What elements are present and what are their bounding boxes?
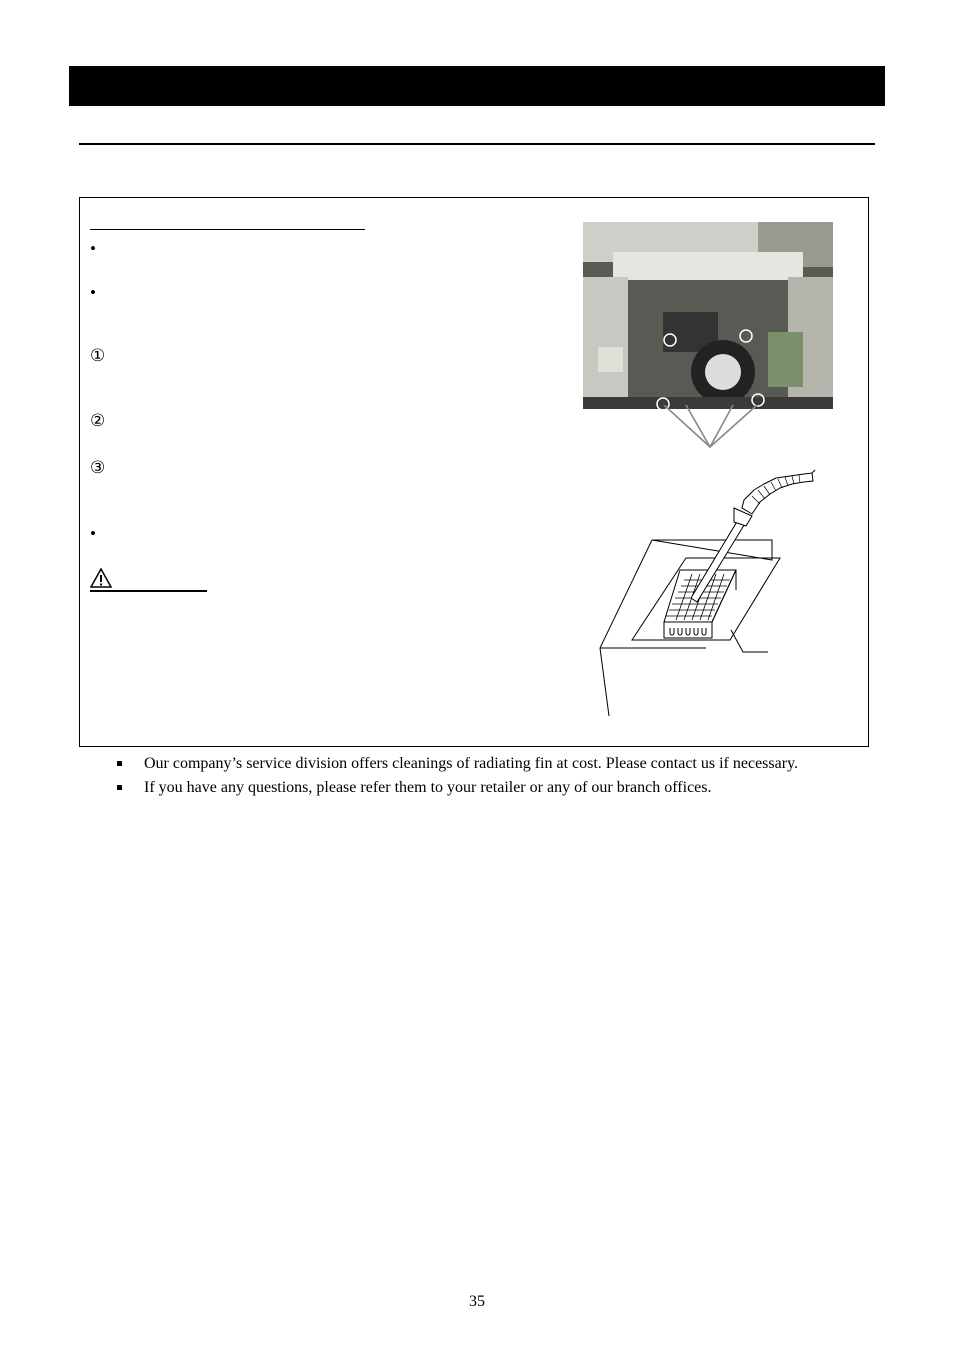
note-item xyxy=(112,754,874,774)
note-text: If you have any questions, please refer them to your retailer or any of our branch offices. xyxy=(144,779,712,796)
notes-list xyxy=(112,754,874,802)
bullet-3: • xyxy=(90,524,96,543)
square-bullet-icon xyxy=(117,785,122,790)
section-rule xyxy=(79,143,875,145)
page-number: 35 xyxy=(469,1293,485,1310)
bullet-1: • xyxy=(90,239,96,258)
radiating-fin-cleaning-diagram xyxy=(596,405,826,720)
subheading-underline xyxy=(90,229,365,230)
note-text: Our company’s service division offers cleanings of radiating fin at cost. Please contact us if necessary. xyxy=(144,755,799,772)
step-2-marker: ② xyxy=(90,411,106,430)
step-3-marker: ③ xyxy=(90,458,106,477)
warning-triangle-icon xyxy=(90,568,112,588)
unit-interior-photo xyxy=(583,222,833,409)
square-bullet-icon xyxy=(117,761,122,766)
step-1-marker: ① xyxy=(90,346,106,365)
bullet-2: • xyxy=(90,283,96,302)
note-item xyxy=(112,778,874,798)
header-bar xyxy=(69,66,885,106)
caution-underline xyxy=(90,590,207,592)
